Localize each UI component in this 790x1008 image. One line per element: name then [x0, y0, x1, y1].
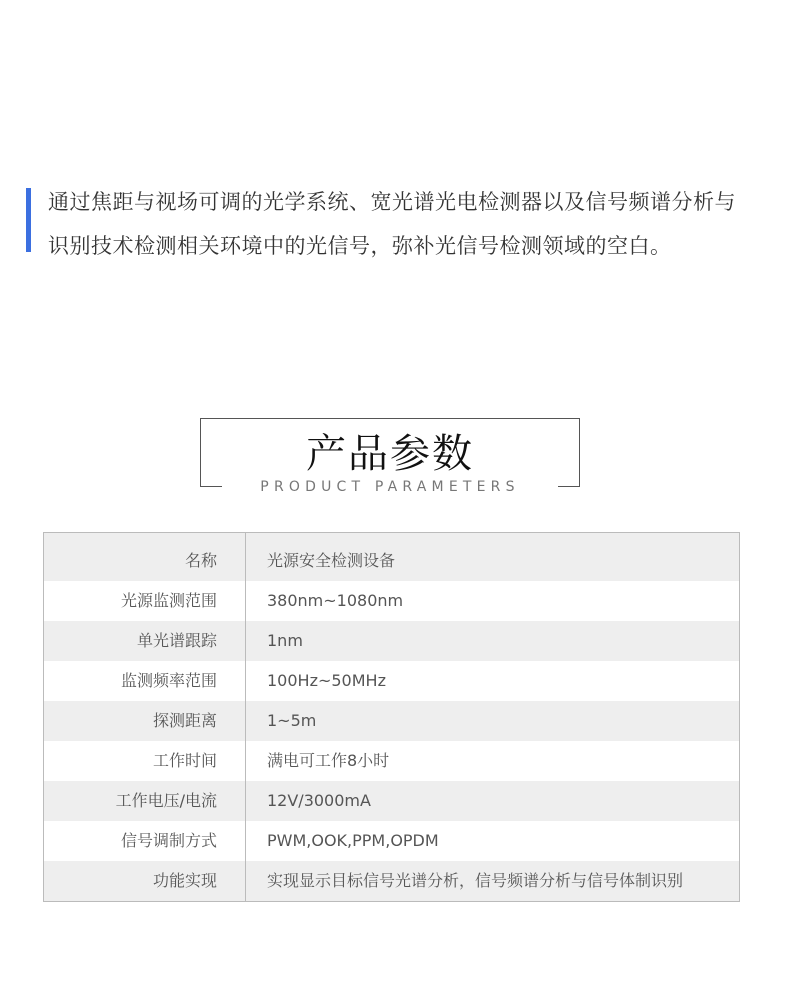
column-divider — [217, 741, 246, 781]
param-label: 监测频率范围 — [120, 671, 217, 690]
column-divider — [217, 581, 246, 621]
param-value: PWM,OOK,PPM,OPDM — [267, 831, 439, 850]
table-row — [44, 701, 739, 741]
column-divider — [217, 661, 246, 701]
param-label: 信号调制方式 — [120, 831, 217, 850]
param-label: 光源监测范围 — [120, 591, 217, 610]
frame-line-left — [200, 486, 222, 487]
table-row — [44, 533, 739, 581]
table-row — [44, 621, 739, 661]
param-value: 满电可工作8小时 — [267, 751, 390, 770]
column-divider — [217, 621, 246, 661]
table-row — [44, 661, 739, 701]
column-divider — [217, 781, 246, 821]
column-divider — [217, 861, 246, 901]
param-label: 探测距离 — [152, 711, 217, 730]
param-value: 1nm — [267, 631, 303, 650]
param-label: 名称 — [184, 551, 217, 570]
param-value: 100Hz~50MHz — [267, 671, 386, 690]
param-label: 工作电压/电流 — [115, 791, 217, 810]
column-divider — [217, 821, 246, 861]
param-value: 1~5m — [267, 711, 317, 730]
table-row — [44, 821, 739, 861]
section-title-underline — [200, 480, 580, 498]
param-value: 光源安全检测设备 — [267, 551, 396, 570]
column-divider — [217, 533, 246, 581]
frame-tick-right — [579, 480, 580, 486]
column-divider — [217, 701, 246, 741]
param-label: 单光谱跟踪 — [136, 631, 217, 650]
param-value: 实现显示目标信号光谱分析，信号频谱分析与信号体制识别 — [267, 871, 684, 890]
accent-bar — [26, 188, 31, 252]
parameter-table — [43, 532, 740, 902]
table-row — [44, 781, 739, 821]
section-title-box — [200, 418, 580, 486]
param-value: 380nm~1080nm — [267, 591, 404, 610]
param-label: 工作时间 — [152, 751, 217, 770]
section-title-en: PRODUCT PARAMETERS — [260, 479, 520, 495]
table-row — [44, 861, 739, 901]
section-title-cn: 产品参数 — [306, 431, 474, 477]
param-value: 12V/3000mA — [267, 791, 371, 810]
intro-text: 通过焦距与视场可调的光学系统、宽光谱光电检测器以及信号频谱分析与识别技术检测相关环境中的光信号，弥补光信号检测领域的空白。 — [48, 190, 736, 258]
table-row — [44, 581, 739, 621]
param-label: 功能实现 — [152, 871, 217, 890]
table-row — [44, 741, 739, 781]
frame-line-right — [558, 486, 580, 487]
